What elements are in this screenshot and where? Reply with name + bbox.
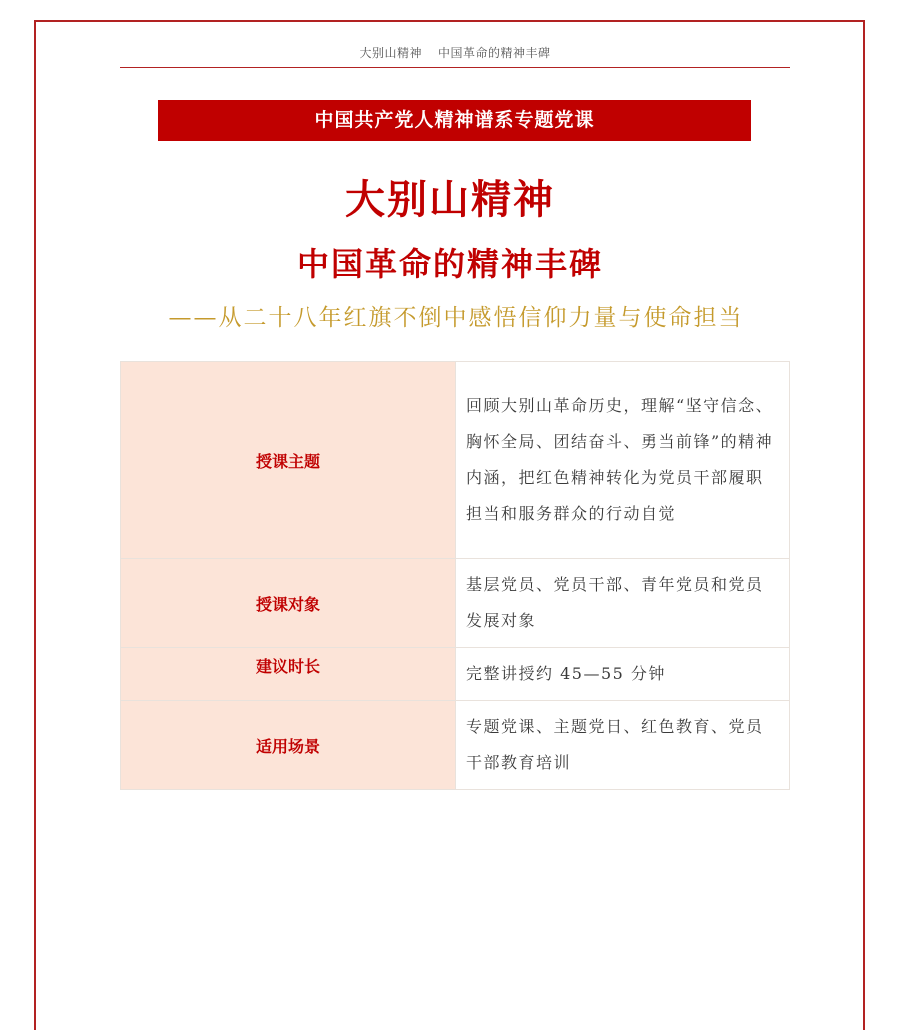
course-info-table bbox=[120, 361, 790, 790]
table-row bbox=[121, 648, 790, 701]
row-label-duration: 建议时长 bbox=[121, 648, 456, 701]
main-title: 大别山精神 bbox=[345, 177, 555, 223]
row-value-audience: 基层党员、党员干部、青年党员和党员发展对象 bbox=[456, 559, 790, 648]
table-row bbox=[121, 362, 790, 559]
row-value-topic: 回顾大别山革命历史，理解“坚守信念、胸怀全局、团结奋斗、勇当前锋”的精神内涵，把红色精神转化为党员干部履职担当和服务群众的行动自觉 bbox=[456, 362, 790, 559]
row-value-duration: 完整讲授约 45—55 分钟 bbox=[456, 648, 790, 701]
course-series-banner: 中国共产党人精神谱系专题党课 bbox=[158, 100, 751, 141]
table-row bbox=[121, 559, 790, 648]
row-label-scene: 适用场景 bbox=[121, 701, 456, 790]
running-header bbox=[120, 44, 790, 61]
row-label-topic: 授课主题 bbox=[121, 362, 456, 559]
row-value-scene: 专题党课、主题党日、红色教育、党员干部教育培训 bbox=[456, 701, 790, 790]
running-header-right: 中国革命的精神丰碑 bbox=[438, 46, 551, 60]
sub-title: 中国革命的精神丰碑 bbox=[296, 245, 603, 283]
table-row bbox=[121, 701, 790, 790]
row-label-audience: 授课对象 bbox=[121, 559, 456, 648]
header-divider bbox=[120, 67, 790, 68]
running-header-left: 大别山精神 bbox=[359, 46, 422, 60]
tagline: ——从二十八年红旗不倒中感悟信仰力量与使命担当 bbox=[168, 305, 744, 331]
